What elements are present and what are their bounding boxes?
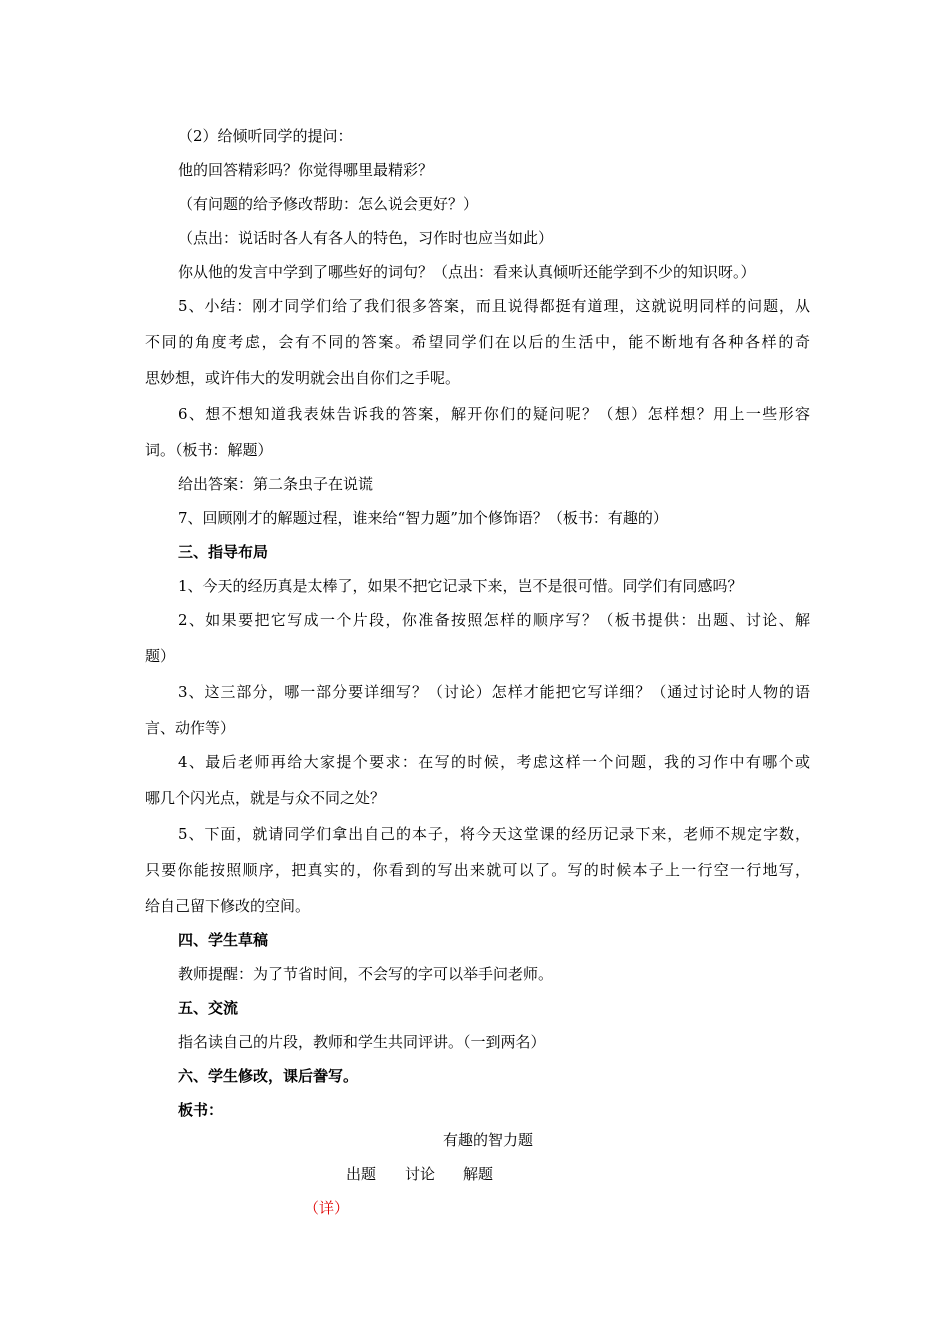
paragraph-line: 言、动作等）	[145, 719, 236, 737]
board-note-detail: （详）	[304, 1199, 350, 1217]
paragraph-line: 词。（板书：解题）	[145, 441, 273, 459]
paragraph-line: 5、小结：刚才同学们给了我们很多答案，而且说得都挺有道理，这就说明同样的问题，从	[178, 297, 810, 315]
paragraph-line: （有问题的给予修改帮助：怎么说会更好？）	[178, 195, 479, 213]
paragraph-line: 3、这三部分，哪一部分要详细写？（讨论）怎样才能把它写详细？（通过讨论时人物的语	[178, 683, 810, 701]
paragraph-line: 1、今天的经历真是太棒了，如果不把它记录下来，岂不是很可惜。同学们有同感吗？	[178, 577, 743, 595]
board-item-chuti: 出题	[346, 1165, 377, 1183]
section-heading: 六、学生修改，课后誊写。	[178, 1067, 359, 1085]
section-heading: 四、学生草稿	[178, 931, 269, 949]
paragraph-line: 指名读自己的片段，教师和学生共同评讲。（一到两名）	[178, 1033, 546, 1051]
paragraph-line: （2）给倾听同学的提问：	[178, 127, 353, 145]
section-heading: 五、交流	[178, 999, 239, 1017]
paragraph-line: 5、下面，就请同学们拿出自己的本子，将今天这堂课的经历记录下来，老师不规定字数，	[178, 825, 810, 843]
board-label: 板书：	[178, 1101, 224, 1119]
paragraph-line: 题）	[145, 647, 176, 665]
board-item-jieti: 解题	[463, 1165, 494, 1183]
paragraph-line: 哪几个闪光点，就是与众不同之处？	[145, 789, 386, 807]
board-item-taolun: 讨论	[405, 1165, 436, 1183]
paragraph-line: 他的回答精彩吗？你觉得哪里最精彩？	[178, 161, 434, 179]
paragraph-line: 只要你能按照顺序，把真实的，你看到的写出来就可以了。写的时候本子上一行空一行地写，	[145, 861, 810, 879]
paragraph-line: 给出答案：第二条虫子在说谎	[178, 475, 374, 493]
paragraph-line: 4、最后老师再给大家提个要求：在写的时候，考虑这样一个问题，我的习作中有哪个或	[178, 753, 810, 771]
paragraph-line: 给自己留下修改的空间。	[145, 897, 311, 915]
paragraph-line: 思妙想，或许伟大的发明就会出自你们之手呢。	[145, 369, 461, 387]
paragraph-line: 教师提醒：为了节省时间，不会写的字可以举手问老师。	[178, 965, 554, 983]
paragraph-line: 你从他的发言中学到了哪些好的词句？（点出：看来认真倾听还能学到不少的知识呀。）	[178, 263, 756, 281]
paragraph-line: 6、想不想知道我表妹告诉我的答案，解开你们的疑问呢？（想）怎样想？用上一些形容	[178, 405, 810, 423]
paragraph-line: （点出：说话时各人有各人的特色，习作时也应当如此）	[178, 229, 554, 247]
paragraph-line: 不同的角度考虑，会有不同的答案。希望同学们在以后的生活中，能不断地有各种各样的奇	[145, 333, 810, 351]
board-title: 有趣的智力题	[443, 1131, 534, 1149]
section-heading: 三、指导布局	[178, 543, 269, 561]
paragraph-line: 2、如果要把它写成一个片段，你准备按照怎样的顺序写？（板书提供：出题、讨论、解	[178, 611, 810, 629]
paragraph-line: 7、回顾刚才的解题过程，谁来给“智力题”加个修饰语？（板书：有趣的）	[178, 509, 668, 527]
